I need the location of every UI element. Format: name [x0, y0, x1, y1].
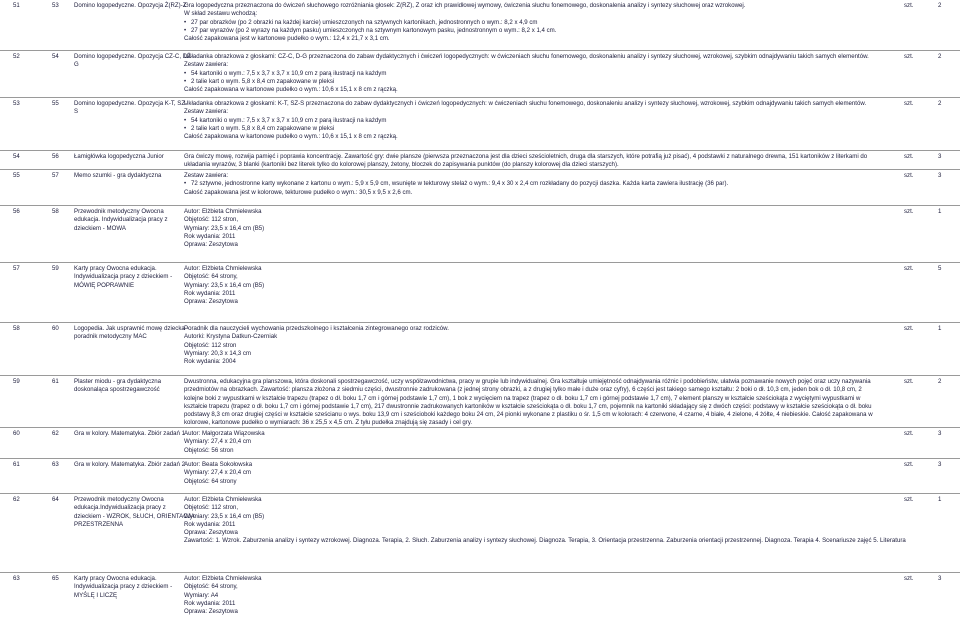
item-name-line: Przewodnik metodyczny Owocna: [74, 208, 164, 215]
row-number: 63: [13, 575, 20, 582]
description-line: Rok wydania: 2004: [184, 358, 236, 366]
item-name-line: Karty pracy Owocna edukacja.: [74, 265, 157, 272]
item-id: 56: [52, 153, 59, 160]
item-name: [74, 461, 185, 469]
description-bullet: • 54 kartoniki o wym.: 7,5 x 3,7 x 3,7 x 10,9 cm z parą ilustracji na każdym: [184, 117, 882, 125]
item-name: [74, 496, 195, 529]
table-row: [0, 169, 960, 203]
item-name-line: Domino logopedyczne. Opozycja K-T, SZ-: [74, 100, 188, 107]
table-row: [0, 262, 960, 320]
description-line: Objętość: 112 stron: [184, 341, 237, 349]
item-description: [184, 378, 882, 428]
item-description: [184, 2, 882, 43]
description-line: Wymiary: 27,4 x 20,4 cm: [184, 469, 251, 477]
item-id: 60: [52, 325, 59, 332]
description-line: Oprawa: Zeszytowa: [184, 608, 238, 616]
item-id: 59: [52, 265, 59, 272]
description-line: Dwustronna, edukacyjna gra planszowa, która doskonali spostrzegawczość, uczy współzawodnictwa, pracy w grupie lub indywidualnej. Gra kształtuje umiejętność odnajdywania różnic i podobieństw, ułatwia poznawanie nowych pojęć oraz uczy nazywania przedmiotów na obrazkach. Zawartość: plansza złożona z siedmiu części, dwustronnie zadrukowana (z jednej strony obrazki, a z drugiej tylko małe i duże oraz cyfry), 6 części jest takiego samego kształtu: 2 boki o dł. 10,3 cm, jeden bok o dł. 10,8 cm, 2 kolejne boki z wypustkami w kształcie trapezu (trapez o dł. boku 1,7 cm i górnej podstawie 1,7 cm), 1 bok z wycięciem na trapez (trapez o dł. boku 1,7 cm i górnej podstawie 1,7 cm), 7 element planszy w kształcie sześciokąta z wyciętymi wypustkami w kształcie trapezu (trapez o dł. boku 1,7 cm i górnej podstawie 1,7 cm), 217 dwustronnie zadrukowanych kartoników w kształcie sześciokąta o dł. boku 1,7 cm, pojemnik na kartoniki składający się z dwóch części: podstawy w kształcie sześciokąta o dł. boku podstawy 8,3 cm oraz drugiej części w kształcie sześcianu o wys. boku 13,9 cm i sześcioboki każdego boku 24 cm, 24 pionki wykonane z plastiku o śr. 1,5 cm w kolorach: 4 czerwone, 4 czarne, 4 białe, 4 zielone, 4 żółte, 4 niebieskie. Całość zapakowana w kolorowe, kartonowe pudełko o wymiarach: 36 x 25,5 x 4,5 cm. Z tyłu pudełka znajdują się zasady i cel gry.: [184, 378, 873, 427]
item-name: [74, 172, 182, 180]
description-line: Zestaw zawiera:: [184, 172, 229, 179]
table-row: [0, 50, 960, 95]
description-line: Zawartość: 1. Wzrok. Zaburzenia analizy i syntezy wzrokowej. Diagnoza. Terapia, 2. Słuch. Zaburzenia analizy i syntezy słuchowej. Diagnoza. Terapia, 3. Orientacja przestrzenna. Zaburzenia orientacji przestrzennej. Diagnoza. Terapia 4. Scenariusze zajęć 5. Literatura: [184, 537, 906, 545]
item-name: [74, 153, 182, 161]
description-line: Autor: Elżbieta Chmielewska: [184, 265, 262, 272]
item-name-line: MÓWIĘ POPRAWNIE: [74, 281, 135, 289]
item-name-line: Indywidualizacja pracy z dzieckiem -: [74, 583, 173, 591]
description-line: Objętość: 64 strony: [184, 477, 237, 485]
item-name: [74, 575, 182, 600]
quantity: 3: [938, 430, 942, 437]
row-number: 58: [13, 325, 20, 332]
item-name-line: poradnik metodyczny MAC: [74, 333, 147, 341]
item-name-line: Gra w kolory. Matematyka. Zbiór zadań 2: [74, 461, 185, 468]
item-id: 63: [52, 461, 59, 468]
description-bullet: • 2 talie kart o wym. 5,8 x 8,4 cm zapakowane w pleksi: [184, 125, 882, 133]
unit-label: szt.: [904, 53, 914, 60]
unit-label: szt.: [904, 496, 914, 503]
table-row: [0, 572, 960, 635]
item-description: [184, 575, 882, 616]
description-line: Zestaw zawiera:: [184, 108, 229, 116]
item-name-line: Memo szumki - gra dydaktyczna: [74, 172, 162, 179]
description-line: Wymiary: 27,4 x 20,4 cm: [184, 438, 251, 446]
row-number: 56: [13, 208, 20, 215]
description-line: Całość zapakowana w kartonowe pudełko o wym.: 10,6 x 15,1 x 8 cm z rączką.: [184, 86, 398, 94]
row-number: 62: [13, 496, 20, 503]
unit-label: szt.: [904, 172, 914, 179]
item-id: 58: [52, 208, 59, 215]
table-row: [0, 0, 960, 48]
quantity: 2: [938, 378, 942, 385]
item-name-line: Domino logopedyczne. Opozycja CZ-C, DŻ-: [74, 53, 193, 60]
item-name: [74, 53, 193, 70]
table-row: [0, 322, 960, 373]
quantity: 1: [938, 208, 942, 215]
description-line: Całość zapakowana w kartonowe pudełko o wym.: 10,6 x 15,1 x 8 cm z rączką.: [184, 133, 398, 141]
unit-label: szt.: [904, 325, 914, 332]
quantity: 2: [938, 53, 942, 60]
description-line: Wymiary: A4: [184, 591, 219, 599]
description-bullet: • 2 talie kart o wym. 5,8 x 8,4 cm zapakowane w pleksi: [184, 78, 882, 86]
unit-label: szt.: [904, 575, 914, 582]
description-line: Rok wydania: 2011: [184, 289, 236, 297]
description-line: Całość zapakowana jest w kolorowe, tekturowe pudełko o wym.: 30,5 x 9,5 x 2,6 cm.: [184, 188, 413, 196]
description-line: Wymiary: 23,5 x 16,4 cm (B5): [184, 281, 265, 289]
item-description: [184, 265, 882, 306]
row-number: 53: [13, 100, 20, 107]
item-id: 64: [52, 496, 59, 503]
item-name-line: doskonaląca spostrzegawczość: [74, 386, 160, 394]
description-line: W skład zestawu wchodzą:: [184, 10, 258, 18]
table-row: [0, 427, 960, 456]
item-name-line: Karty pracy Owocna edukacja.: [74, 575, 157, 582]
description-line: Oprawa: Zeszytowa: [184, 241, 238, 249]
row-number: 57: [13, 265, 20, 272]
item-name: [74, 378, 182, 395]
item-id: 57: [52, 172, 59, 179]
item-id: 55: [52, 100, 59, 107]
row-number: 52: [13, 53, 20, 60]
item-id: 53: [52, 2, 59, 9]
item-name-line: G: [74, 61, 79, 69]
item-name-line: edukacja. Indywidualizacja pracy z: [74, 216, 168, 224]
description-line: Autorki: Krystyna Datkun-Czerniak: [184, 333, 278, 341]
item-name-line: MYŚLĘ I LICZĘ: [74, 591, 118, 599]
description-line: Oprawa: Zeszytowa: [184, 529, 238, 537]
description-line: Autor: Beata Sokołowska: [184, 461, 253, 468]
description-line: Rok wydania: 2011: [184, 599, 236, 607]
quantity: 3: [938, 461, 942, 468]
description-line: Poradnik dla nauczycieli wychowania przedszkolnego i kształcenia zintegrowanego oraz rodziców.: [184, 325, 449, 332]
quantity: 1: [938, 325, 942, 332]
item-name: [74, 100, 188, 117]
table-row: [0, 150, 960, 167]
description-line: Objętość: 64 strony,: [184, 583, 238, 591]
item-name: [74, 265, 182, 290]
item-id: 54: [52, 53, 59, 60]
unit-label: szt.: [904, 461, 914, 468]
item-name-line: Domino logopedyczne. Opozycja Ż(RZ)-Z: [74, 2, 187, 9]
item-name-line: dzieckiem - WZROK, SŁUCH, ORIENTACJA: [74, 512, 195, 520]
description-bullet: • 27 par obrazków (po 2 obrazki na każdej karcie) umieszczonych na sztywnych kartonikach, jednostronnych o wym.: 8,2 x 4,9 cm: [184, 19, 882, 27]
item-name-line: edukacja.Indywidualizacja pracy z: [74, 504, 166, 512]
item-name-line: Przewodnik metodyczny Owocna: [74, 496, 164, 503]
item-name-line: dzieckiem - MOWA: [74, 224, 126, 232]
unit-label: szt.: [904, 430, 914, 437]
table-row: [0, 493, 960, 570]
description-line: Oprawa: Zeszytowa: [184, 298, 238, 306]
unit-label: szt.: [904, 2, 914, 9]
description-line: Całość zapakowana jest w kartonowe pudełko o wym.: 12,4 x 21,7 x 3,1 cm.: [184, 35, 390, 43]
row-number: 51: [13, 2, 20, 9]
item-description: [184, 325, 882, 366]
description-line: Gra ćwiczy mowę, rozwija pamięć i poprawia koncentrację. Zawartość gry: dwie plansze (pierwsza przeznaczona jest dla dzieci sześcioletnich, druga dla starszych, które potrafią już pisać), 4 podstawki z naturalnego drewna, 151 kartoników z literkami do układania wyrazów, 3 blanki (kartoniki bez literek tylko do kolorowej planszy, żetony, bloczek do zapisywania punktów (do planszy kolorowej dla dzieci starszych).: [184, 153, 868, 169]
row-number: 55: [13, 172, 20, 179]
quantity: 1: [938, 496, 942, 503]
quantity: 3: [938, 153, 942, 160]
unit-label: szt.: [904, 208, 914, 215]
description-line: Rok wydania: 2011: [184, 232, 236, 240]
table-row: [0, 205, 960, 260]
description-line: Wymiary: 23,5 x 16,4 cm (B5): [184, 224, 265, 232]
row-number: 59: [13, 378, 20, 385]
item-description: [184, 172, 882, 197]
table-row: [0, 458, 960, 491]
row-number: 54: [13, 153, 20, 160]
table-row: [0, 375, 960, 425]
description-line: Autor: Elżbieta Chmielewska: [184, 496, 262, 503]
quantity: 5: [938, 265, 942, 272]
description-line: Rok wydania: 2011: [184, 520, 236, 528]
item-name-line: Plaster miodu - gra dydaktyczna: [74, 378, 162, 385]
description-line: Układanka obrazkowa z głoskami: K-T, SZ-S przeznaczona do zabaw dydaktycznych i ćwiczeń logopedycznych: w ćwiczeniach słuchu fonemowego, doskonaleniu analizy i syntezy słuchowej, wzrokowej, szybkim odnajdywaniu takich samych elementów.: [184, 100, 867, 107]
item-name: [74, 430, 185, 438]
description-line: Gra logopedyczna przeznaczona do ćwiczeń słuchowego rozróżniania głosek: Z(RZ), Z oraz ich prawidłowej wymowy, ćwiczenia słuchu fonemowego, doskonalenia analizy i syntezy słuchowej oraz wzrokowej.: [184, 2, 746, 9]
item-name-line: Gra w kolory. Matematyka. Zbiór zadań 1: [74, 430, 185, 437]
item-name-line: Łamigłówka logopedyczna Junior: [74, 153, 164, 160]
item-description: [184, 430, 882, 455]
row-number: 61: [13, 461, 20, 468]
item-id: 61: [52, 378, 59, 385]
quantity: 3: [938, 172, 942, 179]
description-line: Autor: Elżbieta Chmielewska: [184, 575, 262, 582]
item-description: [184, 153, 882, 170]
item-description: [184, 496, 906, 546]
item-name-line: Logopedia. Jak usprawnić mowę dziecka -: [74, 325, 189, 332]
item-name: [74, 208, 182, 233]
item-description: [184, 100, 882, 141]
description-bullet: • 72 sztywne, jednostronne karty wykonane z kartonu o wym.: 5,9 x 5,9 cm, wsunięte w tekturowy stelaż o wym.: 9,4 x 30 x 2,4 cm rozkładany do pozycji daszka. Każda karta zawiera ilustrację (36 par).: [184, 180, 882, 188]
item-name: [74, 2, 187, 10]
description-line: Wymiary: 20,3 x 14,3 cm: [184, 349, 251, 357]
item-name-line: S: [74, 108, 79, 116]
description-line: Objętość: 112 stron,: [184, 216, 239, 224]
item-description: [184, 208, 882, 249]
description-line: Zestaw zawiera:: [184, 61, 229, 69]
quantity: 2: [938, 100, 942, 107]
description-line: Objętość: 112 stron,: [184, 504, 239, 512]
description-line: Wymiary: 23,5 x 16,4 cm (B5): [184, 512, 265, 520]
item-name: [74, 325, 189, 342]
unit-label: szt.: [904, 378, 914, 385]
quantity: 3: [938, 575, 942, 582]
description-line: Autor: Małgorzata Wiązowska: [184, 430, 265, 437]
item-id: 65: [52, 575, 59, 582]
unit-label: szt.: [904, 153, 914, 160]
unit-label: szt.: [904, 100, 914, 107]
description-line: Autor: Elżbieta Chmielewska: [184, 208, 262, 215]
item-description: [184, 53, 882, 94]
item-id: 62: [52, 430, 59, 437]
item-name-line: PRZESTRZENNA: [74, 520, 124, 528]
table-row: [0, 97, 960, 148]
description-bullet: • 27 par wyrazów (po 2 wyrazy na każdym pasku) umieszczonych na sztywnym kartonowym pasku, jednostronnym o wym.: 8,2 x 1,4 cm.: [184, 27, 882, 35]
description-bullet: • 54 kartoniki o wym.: 7,5 x 3,7 x 3,7 x 10,9 cm z parą ilustracji na każdym: [184, 70, 882, 78]
item-description: [184, 461, 882, 486]
description-line: Układanka obrazkowa z głoskami: CZ-C, D-G przeznaczona do zabaw dydaktycznych i ćwiczeń logopedycznych: w ćwiczeniach słuchu fonemowego, doskonaleniu analizy i syntezy słuchowej, wzrokowej, szybkim odnajdywaniu takich samych elementów.: [184, 53, 869, 60]
item-name-line: Indywidualizacja pracy z dzieckiem -: [74, 273, 173, 281]
quantity: 2: [938, 2, 942, 9]
description-line: Objętość: 56 stron: [184, 446, 234, 454]
unit-label: szt.: [904, 265, 914, 272]
row-number: 60: [13, 430, 20, 437]
description-line: Objętość: 64 strony,: [184, 273, 238, 281]
